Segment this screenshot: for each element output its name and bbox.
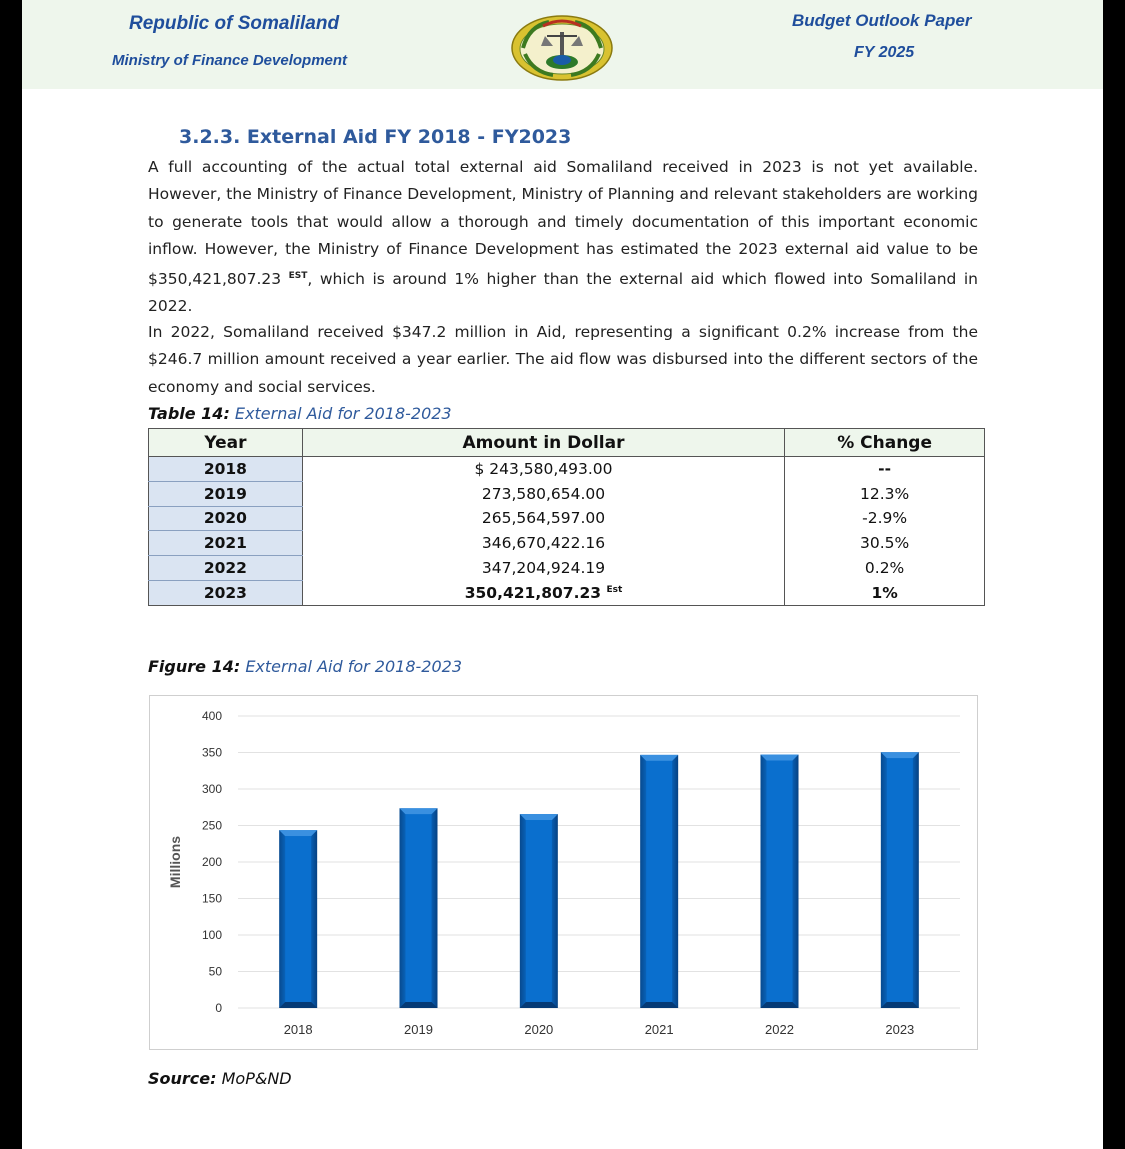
year-cell: 2018 [149, 457, 303, 482]
table-row [149, 457, 985, 482]
figure-caption-label: Figure 14: [148, 657, 241, 676]
y-tick-label: 150 [201, 891, 222, 906]
table-caption-text: External Aid for 2018-2023 [229, 404, 452, 423]
bar-2021 [640, 755, 678, 1008]
page-header [22, 0, 1103, 89]
amount-value: 350,421,807.23 [464, 583, 602, 602]
bar-chart-svg [150, 696, 977, 1049]
y-tick-label: 400 [201, 709, 222, 723]
amount-cell [302, 580, 784, 605]
amount-cell: 273,580,654.00 [302, 481, 784, 506]
ministry-name: Ministry of Finance Development [112, 52, 348, 69]
y-tick-label: 350 [201, 745, 222, 760]
amount-cell: 265,564,597.00 [302, 506, 784, 531]
bar-bottom-bevel [520, 1002, 558, 1008]
republic-name: Republic of Somaliland [129, 13, 340, 34]
y-tick-label: 200 [201, 855, 222, 869]
document-page [22, 0, 1103, 1149]
bar-top-bevel [761, 755, 799, 761]
coat-of-arms-emblem [509, 12, 615, 82]
source-text: MoP&ND [216, 1069, 292, 1088]
year-cell: 2019 [149, 481, 303, 506]
y-tick-label: 250 [201, 818, 222, 833]
figure-caption-text: External Aid for 2018-2023 [240, 657, 462, 676]
y-tick-label: 0 [215, 1001, 222, 1015]
bar-bottom-bevel [881, 1002, 919, 1008]
paragraph-text: A full accounting of the actual total external aid Somaliland received in 2023 is not yet available. However, the Ministry of Finance Development, Ministry of Planning and relevant stakeholders are working to generate tools that would allow a thorough and timely documentation of this important economic inflow. However, the Ministry of Finance Development has estimated the 2023 external aid value to be $350,421,807.23 [148, 158, 978, 289]
change-cell: 0.2% [785, 556, 985, 581]
bar-face [646, 761, 672, 1002]
header-year: Year [149, 429, 303, 457]
x-tick-label: 2019 [404, 1022, 433, 1037]
header-amount: Amount in Dollar [302, 429, 784, 457]
bar-top-bevel [881, 752, 919, 758]
bar-2018 [279, 830, 317, 1008]
section-heading: 3.2.3. External Aid FY 2018 - FY2023 [179, 126, 572, 148]
bar-2023 [881, 752, 919, 1008]
x-tick-label: 2022 [765, 1022, 794, 1037]
bar-face [406, 814, 432, 1002]
paragraph-tail: , which is around 1% higher than the external aid which flowed into Somaliland in 2022. [148, 270, 978, 316]
table-caption-label: Table 14: [148, 404, 230, 423]
table-row [149, 531, 985, 556]
window-edge [1103, 0, 1125, 1149]
estimate-superscript: Est [606, 584, 623, 595]
external-aid-table [148, 428, 985, 606]
document-title: Budget Outlook Paper [792, 11, 972, 30]
paragraph-2022-aid: In 2022, Somaliland received $347.2 million in Aid, representing a significant 0.2% increase from the $246.7 million amount received a year earlier. The aid flow was disbursed into the different sectors of the economy and social services. [148, 323, 978, 396]
figure-caption [148, 657, 462, 676]
year-cell: 2022 [149, 556, 303, 581]
table-caption [148, 404, 452, 423]
figure-source [148, 1069, 292, 1088]
y-tick-label: 100 [201, 928, 222, 942]
bar-top-bevel [279, 830, 317, 836]
amount-cell: $ 243,580,493.00 [302, 457, 784, 482]
bar-bottom-bevel [400, 1002, 438, 1008]
bar-face [887, 758, 913, 1002]
bar-bottom-bevel [640, 1002, 678, 1008]
amount-cell: 346,670,422.16 [302, 531, 784, 556]
bar-bottom-bevel [279, 1002, 317, 1008]
y-axis-label: Millions [167, 835, 183, 889]
bar-bottom-bevel [761, 1002, 799, 1008]
year-cell: 2021 [149, 531, 303, 556]
change-cell: -2.9% [785, 506, 985, 531]
bar-top-bevel [400, 808, 438, 814]
table-row [149, 481, 985, 506]
x-tick-label: 2018 [283, 1022, 313, 1037]
paragraph-external-aid-estimate [148, 154, 978, 321]
change-cell: -- [785, 457, 985, 482]
bar-face [526, 820, 552, 1002]
change-cell: 12.3% [785, 481, 985, 506]
table-header-row [149, 429, 985, 457]
amount-cell: 347,204,924.19 [302, 556, 784, 581]
change-cell: 30.5% [785, 531, 985, 556]
external-aid-chart [149, 695, 978, 1050]
table-row [149, 556, 985, 581]
bar-face [285, 836, 311, 1002]
table-row [149, 506, 985, 531]
year-cell: 2020 [149, 506, 303, 531]
source-label: Source: [148, 1069, 217, 1088]
estimate-superscript: EST [288, 271, 308, 282]
x-tick-label: 2021 [644, 1022, 674, 1037]
header-change: % Change [785, 429, 985, 457]
year-cell: 2023 [149, 580, 303, 605]
bar-top-bevel [640, 755, 678, 761]
bar-top-bevel [520, 814, 558, 820]
bar-2022 [761, 755, 799, 1008]
y-tick-label: 50 [208, 964, 222, 979]
y-tick-label: 300 [201, 782, 222, 796]
x-tick-label: 2020 [524, 1022, 554, 1037]
fiscal-year: FY 2025 [854, 44, 915, 61]
bar-2020 [520, 814, 558, 1008]
bar-face [767, 761, 793, 1002]
bar-2019 [400, 808, 438, 1008]
x-tick-label: 2023 [885, 1022, 915, 1037]
change-cell: 1% [785, 580, 985, 605]
table-row [149, 580, 985, 605]
